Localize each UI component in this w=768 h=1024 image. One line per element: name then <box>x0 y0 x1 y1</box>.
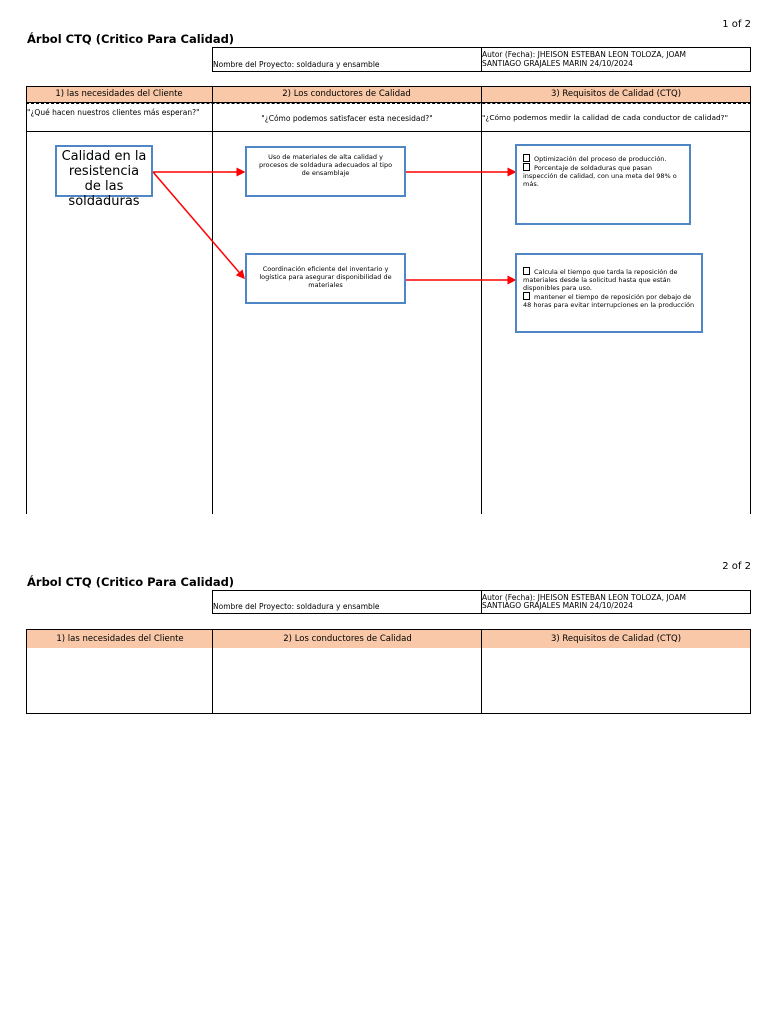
column-header-requirements: 3) Requisitos de Calidad (CTQ) <box>550 634 682 644</box>
requirement-item: Optimización del proceso de producción. <box>523 154 683 163</box>
requirement-node-1 <box>515 144 691 225</box>
column-header-needs: 1) las necesidades del Cliente <box>55 89 183 99</box>
requirement-node-2 <box>515 253 703 333</box>
table-header-row <box>27 630 750 648</box>
project-info-box <box>212 590 751 614</box>
project-name: Nombre del Proyecto: soldadura y ensamble <box>213 602 380 611</box>
requirement-item: Calcula el tiempo que tarda la reposición de materiales desde la solicitud hasta que están disponibles para uso. <box>523 268 678 292</box>
question-needs: "¿Qué hacen nuestros clientes más esperan?" <box>27 108 200 117</box>
table-header-row <box>26 86 751 102</box>
page-number: 1 of 2 <box>722 19 751 30</box>
author-line-2: SANTIAGO GRAJALES MARIN 24/10/2024 <box>482 601 633 610</box>
page-title: Árbol CTQ (Critico Para Calidad) <box>27 32 235 46</box>
column-header-drivers: 2) Los conductores de Calidad <box>283 634 412 644</box>
requirement-item: mantener el tiempo de reposición por debajo de 48 horas para evitar interrupciones en la producción <box>523 293 695 309</box>
requirement-item: Porcentaje de soldaduras que pasan inspección de calidad, con una meta del 98% o más. <box>523 164 677 188</box>
checkbox-glyph-icon <box>523 154 530 162</box>
checkbox-glyph-icon <box>523 267 530 275</box>
driver-node-1: Uso de materiales de alta calidad y procesos de soldadura adecuados al tipo de ensamblaje <box>245 146 406 197</box>
question-requirements: "¿Cómo podemos medir la calidad de cada conductor de calidad?" <box>482 113 729 122</box>
column-header-drivers: 2) Los conductores de Calidad <box>282 89 411 99</box>
question-drivers: "¿Cómo podemos satisfacer esta necesidad?" <box>261 114 433 123</box>
project-name: Nombre del Proyecto: soldadura y ensamble <box>213 60 380 69</box>
author-line-1: Autor (Fecha): JHEISON ESTEBAN LEON TOLOZA, JOAM <box>482 50 686 59</box>
author-line-2: SANTIAGO GRAJALES MARIN 24/10/2024 <box>482 59 633 68</box>
ctq-table-page-2 <box>26 629 751 714</box>
driver-node-2: Coordinación eficiente del inventario y logística para asegurar disponibilidad de materiales <box>245 253 406 304</box>
column-header-needs: 1) las necesidades del Cliente <box>56 634 184 644</box>
page-title: Árbol CTQ (Critico Para Calidad) <box>27 575 235 589</box>
checkbox-glyph-icon <box>523 292 530 300</box>
project-info-box <box>212 47 751 72</box>
page-number: 2 of 2 <box>722 561 751 572</box>
need-node: Calidad en la resistencia de las soldaduras <box>55 145 153 197</box>
column-header-requirements: 3) Requisitos de Calidad (CTQ) <box>550 89 682 99</box>
checkbox-glyph-icon <box>523 163 530 171</box>
author-line-1: Autor (Fecha): JHEISON ESTEBAN LEON TOLOZA, JOAM <box>482 593 686 602</box>
